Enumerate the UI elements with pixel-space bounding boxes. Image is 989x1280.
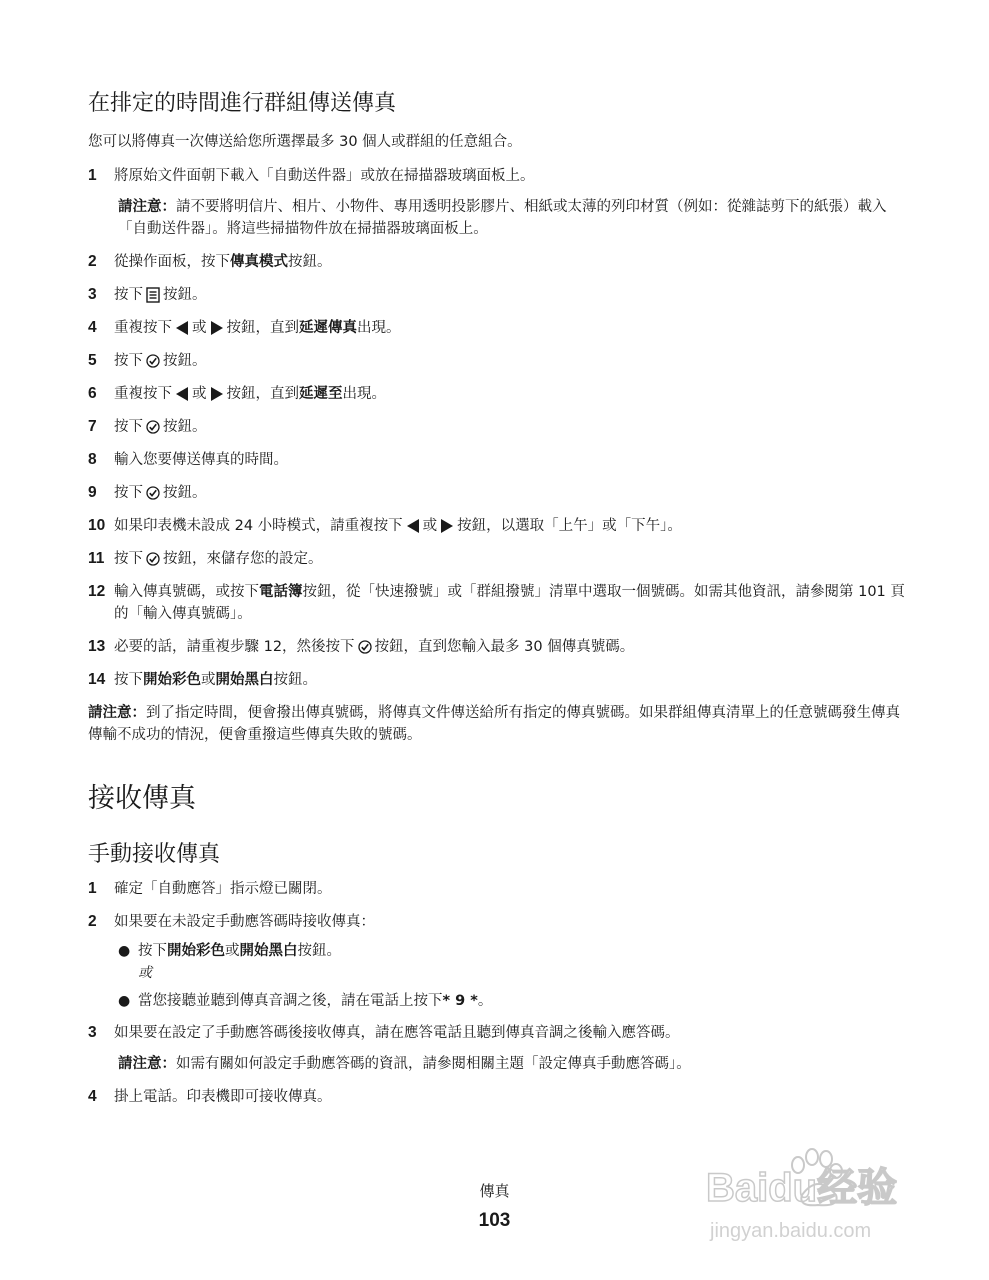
- step-3: 3 按下 按鈕。: [88, 286, 207, 303]
- receive-step-2-options: [118, 940, 908, 1012]
- baidu-watermark: [700, 1135, 940, 1245]
- step-9: 9 按下 按鈕。: [88, 484, 207, 501]
- footer-title: 傳真: [479, 1182, 510, 1200]
- step-number: 1: [88, 167, 97, 184]
- step-12: 12 輸入傳真號碼，或按下電話簿按鈕，從「快速撥號」或「群組撥號」清單中選取一個號碼。如需其他資訊，請參閱第 101 頁的「輸入傳真號碼」。: [88, 583, 905, 622]
- or-separator: 或: [138, 965, 152, 981]
- step-8: 8 輸入您要傳送傳真的時間。: [88, 451, 288, 468]
- step-11: 11 按下 按鈕，來儲存您的設定。: [88, 550, 323, 567]
- left-arrow-icon: [176, 387, 188, 401]
- step-14: 14 按下開始彩色或開始黑白按鈕。: [88, 671, 317, 688]
- intro-text: 您可以將傳真一次傳送給您所選擇最多 30 個人或群組的任意組合。: [88, 134, 522, 150]
- step-7: 7 按下 按鈕。: [88, 418, 207, 435]
- select-check-icon: [358, 640, 372, 654]
- page-content: [88, 86, 908, 1119]
- bullet-icon: ●: [118, 993, 131, 1009]
- select-check-icon: [146, 420, 160, 434]
- left-arrow-icon: [176, 321, 188, 335]
- select-check-icon: [146, 354, 160, 368]
- step-5: 5 按下 按鈕。: [88, 352, 207, 369]
- step-13: 13 必要的話，請重複步驟 12，然後按下 按鈕，直到您輸入最多 30 個傳真號碼。: [88, 638, 635, 655]
- step-10: 10 如果印表機未設成 24 小時模式，請重複按下 或 按鈕，以選取「上午」或「下午」。: [88, 517, 682, 534]
- select-check-icon: [146, 486, 160, 500]
- select-check-icon: [146, 552, 160, 566]
- svg-text:jingyan.baidu.com: jingyan.baidu.com: [710, 1220, 872, 1242]
- right-arrow-icon: [211, 321, 223, 335]
- svg-text:Baidu经验: Baidu经验: [706, 1166, 898, 1210]
- list-item: ● 按下開始彩色或開始黑白按鈕。: [118, 940, 908, 962]
- page-number: 103: [478, 1210, 511, 1231]
- step-1-note: 請注意：請不要將明信片、相片、小物件、專用透明投影膠片、相紙或太薄的列印材質（例如：從雜誌剪下的紙張）載入「自動送件器」。將這些掃描物件放在掃描器玻璃面板上。: [118, 199, 887, 237]
- right-arrow-icon: [211, 387, 223, 401]
- receive-step-3-note: 請注意：如需有關如何設定手動應答碼的資訊，請參閱相關主題「設定傳真手動應答碼」。: [118, 1056, 691, 1072]
- section-title-receive-fax: 接收傳真: [88, 783, 196, 814]
- step-4: 4 重複按下 或 按鈕，直到延遲傳真出現。: [88, 319, 401, 336]
- menu-icon: [146, 287, 160, 303]
- left-arrow-icon: [407, 519, 419, 533]
- final-note: 請注意：到了指定時間，便會撥出傳真號碼，將傳真文件傳送給所有指定的傳真號碼。如果群組傳真清單上的任意號碼發生傳真傳輸不成功的情況，便會重撥這些傳真失敗的號碼。: [88, 705, 900, 743]
- receive-step-2: 2 如果要在未設定手動應答碼時接收傳真：: [88, 913, 375, 930]
- step-1: 1 將原始文件面朝下載入「自動送件器」或放在掃描器玻璃面板上。: [88, 165, 908, 187]
- section-title-group-fax: 在排定的時間進行群組傳送傳真: [88, 91, 397, 116]
- subsection-title-manual-receive: 手動接收傳真: [88, 842, 221, 867]
- step-6: 6 重複按下 或 按鈕，直到延遲至出現。: [88, 385, 386, 402]
- receive-step-3: 3 如果要在設定了手動應答碼後接收傳真，請在應答電話且聽到傳真音調之後輸入應答碼。: [88, 1024, 680, 1041]
- receive-step-4: 4 掛上電話。印表機即可接收傳真。: [88, 1088, 332, 1105]
- list-item: ● 當您接聽並聽到傳真音調之後，請在電話上按下* 9 *。: [118, 990, 908, 1012]
- right-arrow-icon: [441, 519, 453, 533]
- step-2: 2 從操作面板，按下傳真模式按鈕。: [88, 253, 332, 270]
- bullet-icon: ●: [118, 943, 131, 959]
- receive-step-1: 1 確定「自動應答」指示燈已關閉。: [88, 880, 332, 897]
